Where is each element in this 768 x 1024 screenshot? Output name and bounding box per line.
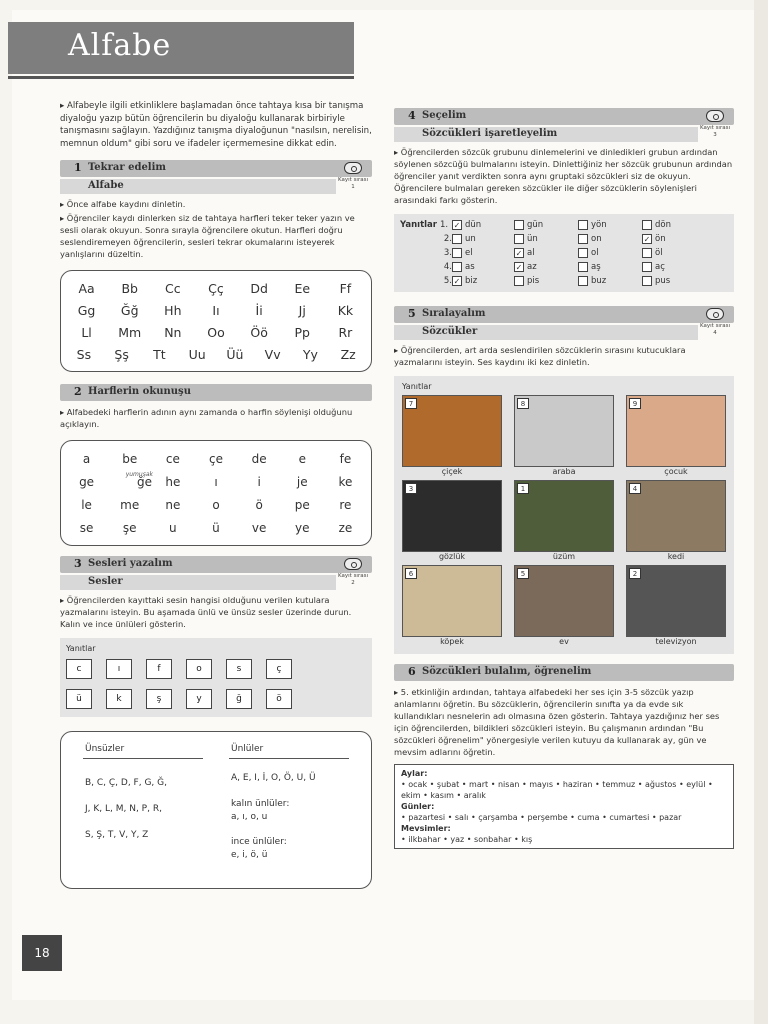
divider bbox=[83, 758, 203, 759]
checkbox[interactable] bbox=[642, 248, 652, 258]
alphabet-letter: Cc bbox=[165, 280, 181, 296]
letter-name: çe bbox=[208, 451, 223, 466]
checkbox[interactable] bbox=[578, 234, 588, 244]
row-number: 5. bbox=[443, 276, 452, 286]
alphabet-letter: Aa bbox=[78, 280, 95, 296]
letter-name: he bbox=[165, 474, 181, 489]
record-number: Kayıt sırası 1 bbox=[338, 177, 368, 190]
alphabet-letter: Öö bbox=[250, 324, 268, 340]
alphabet-letter: Ğğ bbox=[120, 302, 139, 318]
letter-name: ı bbox=[214, 474, 218, 489]
checkbox[interactable]: ✓ bbox=[515, 249, 523, 258]
days-label: Günler: bbox=[401, 802, 435, 811]
checkbox[interactable] bbox=[514, 234, 524, 244]
cd-icon bbox=[706, 308, 724, 320]
answer-box[interactable]: ç bbox=[266, 659, 292, 679]
section-4-number: 4 bbox=[408, 109, 416, 122]
answer-box[interactable]: ş bbox=[146, 689, 172, 709]
section-4-text: ▸ Öğrencilerden sözcük grubunu dinlemelerini ve dinledikleri grubun ardından söylenen sözcüğü bulmalarını isteyin. Dinlettiğiniz her sözcük grubunun ardından öğrenciler yanıt verdikten sonra aynı gruptaki sözcükleri siz de okuyun. Öğrencilere bulmaları gereken sözcükler ile diğer sözcüklerin söylenişleri arasındaki farkı gösterin. bbox=[394, 147, 733, 205]
alphabet-letter: Vv bbox=[264, 346, 281, 362]
checkbox[interactable] bbox=[514, 276, 524, 286]
section-3-answers bbox=[60, 638, 372, 717]
order-box[interactable]: 9 bbox=[629, 398, 641, 409]
order-box[interactable]: 2 bbox=[629, 568, 641, 579]
consonants-label: Ünsüzler bbox=[85, 744, 125, 754]
alphabet-letter: Üü bbox=[226, 346, 244, 362]
checkbox[interactable]: ✓ bbox=[453, 277, 461, 286]
word-choice[interactable] bbox=[514, 248, 578, 258]
checkbox[interactable] bbox=[452, 262, 462, 272]
letter-name: ze bbox=[338, 520, 353, 535]
section-2-title: Harflerin okunuşu bbox=[88, 386, 191, 397]
word-choice[interactable] bbox=[642, 262, 702, 272]
word-label: dün bbox=[465, 220, 482, 230]
word-choice[interactable] bbox=[578, 276, 642, 286]
alphabet-box bbox=[60, 270, 372, 372]
record-number: Kayıt sırası 3 bbox=[700, 125, 730, 138]
section-6-title: Sözcükleri bulalım, öğrenelim bbox=[422, 666, 592, 677]
row-number: 3. bbox=[443, 248, 452, 258]
word-label: az bbox=[527, 262, 537, 272]
photo-caption: çiçek bbox=[441, 467, 463, 476]
answers-label: Yanıtlar bbox=[66, 644, 96, 653]
row-label bbox=[400, 276, 452, 286]
alphabet-letter: Jj bbox=[298, 302, 306, 318]
seasons-list: • ilkbahar • yaz • sonbahar • kış bbox=[401, 835, 533, 844]
word-choice[interactable] bbox=[514, 234, 578, 244]
letter-name: je bbox=[296, 474, 308, 489]
section-1-title: Tekrar edelim bbox=[88, 162, 166, 173]
left-column bbox=[60, 100, 372, 889]
word-label: ol bbox=[591, 248, 599, 258]
letter-name: o bbox=[212, 497, 220, 512]
right-column bbox=[394, 100, 734, 849]
section-6-header bbox=[394, 664, 734, 682]
letter-name: a bbox=[82, 451, 91, 466]
word-label: pus bbox=[655, 276, 671, 286]
photo-image bbox=[626, 480, 726, 552]
section-4-title: Seçelim bbox=[422, 110, 467, 121]
photo-image bbox=[514, 565, 614, 637]
letter-name: le bbox=[81, 497, 92, 512]
answer-box[interactable]: ö bbox=[266, 689, 292, 709]
letter-name: ve bbox=[251, 520, 267, 535]
section-3-title: Sesleri yazalım bbox=[88, 558, 173, 569]
section-3-number: 3 bbox=[74, 557, 82, 570]
word-label: pis bbox=[527, 276, 540, 286]
word-label: dön bbox=[655, 220, 671, 230]
answer-box[interactable]: s bbox=[226, 659, 252, 679]
section-4-subtitle: Sözcükleri işaretleyelim bbox=[422, 128, 558, 139]
photo-image bbox=[514, 480, 614, 552]
alphabet-letter: Iı bbox=[212, 302, 220, 318]
word-label: yön bbox=[591, 220, 607, 230]
section-5-photos bbox=[394, 376, 734, 654]
row-number: 1. bbox=[439, 220, 449, 230]
alphabet-letter: Dd bbox=[250, 280, 268, 296]
word-label: as bbox=[465, 262, 475, 272]
section-3-subtitle: Sesler bbox=[88, 576, 123, 587]
page-edge bbox=[754, 0, 768, 1024]
months-list: • ocak • şubat • mart • nisan • mayıs • haziran • temmuz • ağustos • eylül • ekim • kasım • aralık bbox=[401, 780, 713, 800]
alphabet-row bbox=[65, 321, 367, 343]
answer-row-2 bbox=[66, 689, 366, 709]
section-4-answers bbox=[394, 214, 734, 292]
answer-row-1 bbox=[66, 659, 366, 679]
checkbox[interactable] bbox=[578, 276, 588, 286]
word-label: al bbox=[527, 248, 535, 258]
alphabet-letter: Gg bbox=[77, 302, 96, 318]
section-1-number: 1 bbox=[74, 161, 82, 174]
letter-name: ğe bbox=[136, 474, 152, 489]
alphabet-letter: Uu bbox=[188, 346, 206, 362]
order-box[interactable]: 1 bbox=[517, 483, 529, 494]
letter-name: ge bbox=[79, 474, 95, 489]
row-number: 2. bbox=[443, 234, 452, 244]
letter-name: pe bbox=[294, 497, 310, 512]
section-5-number: 5 bbox=[408, 307, 416, 320]
photo-image bbox=[626, 395, 726, 467]
back-vowels-label: kalın ünlüler: bbox=[231, 799, 290, 809]
letter-name-row bbox=[65, 447, 367, 470]
answers-label: Yanıtlar bbox=[400, 220, 437, 230]
consonants-line: J, K, L, M, N, P, R, bbox=[85, 804, 162, 814]
order-box[interactable]: 8 bbox=[517, 398, 529, 409]
row-label bbox=[400, 220, 452, 230]
page-title: Alfabe bbox=[68, 28, 172, 63]
word-label: buz bbox=[591, 276, 607, 286]
photo-item bbox=[514, 480, 614, 561]
letter-name-row bbox=[65, 493, 367, 516]
photo-image bbox=[626, 565, 726, 637]
word-label: on bbox=[591, 234, 602, 244]
word-label: ön bbox=[655, 234, 666, 244]
answer-box[interactable]: ğ bbox=[226, 689, 252, 709]
answer-box[interactable]: ü bbox=[66, 689, 92, 709]
word-choice[interactable] bbox=[642, 234, 702, 244]
title-band bbox=[8, 22, 354, 74]
section-5-text: ▸ Öğrencilerden, art arda seslendirilen sözcüklerin sırasını kutucuklara yazmalarını isteyin. Ses kaydını iki kez dinletin. bbox=[394, 345, 686, 367]
alphabet-letter: Rr bbox=[338, 324, 353, 340]
word-choice[interactable] bbox=[514, 220, 578, 230]
back-vowels: a, ı, o, u bbox=[231, 812, 268, 822]
answer-box[interactable]: o bbox=[186, 659, 212, 679]
checkbox[interactable]: ✓ bbox=[515, 263, 523, 272]
section-3-header bbox=[60, 556, 372, 590]
photo-caption: kedi bbox=[667, 552, 685, 561]
letter-name: ke bbox=[338, 474, 353, 489]
alphabet-letter: Kk bbox=[337, 302, 354, 318]
word-choice[interactable] bbox=[452, 262, 514, 272]
alphabet-letter: Nn bbox=[164, 324, 182, 340]
letter-names-box bbox=[60, 440, 372, 546]
answer-box[interactable]: y bbox=[186, 689, 212, 709]
word-label: ün bbox=[527, 234, 538, 244]
alphabet-letter: Hh bbox=[164, 302, 182, 318]
answer-box[interactable]: ı bbox=[106, 659, 132, 679]
alphabet-letter: Ee bbox=[294, 280, 311, 296]
alphabet-row bbox=[65, 299, 367, 321]
checkbox[interactable] bbox=[578, 248, 588, 258]
section-6-number: 6 bbox=[408, 665, 416, 678]
row-number: 4. bbox=[443, 262, 452, 272]
alphabet-letter: Çç bbox=[208, 280, 224, 296]
letter-name: ye bbox=[295, 520, 310, 535]
checkbox[interactable] bbox=[578, 262, 588, 272]
word-choice[interactable] bbox=[578, 248, 642, 258]
order-box[interactable]: 6 bbox=[405, 568, 417, 579]
alphabet-letter: Bb bbox=[121, 280, 138, 296]
order-box[interactable]: 4 bbox=[629, 483, 641, 494]
days-list: • pazartesi • salı • çarşamba • perşembe • cuma • cumartesi • pazar bbox=[401, 813, 682, 822]
word-choice[interactable] bbox=[642, 276, 702, 286]
section-2-number: 2 bbox=[74, 385, 82, 398]
letter-name: e bbox=[298, 451, 306, 466]
consonants-list bbox=[85, 770, 167, 848]
checkbox[interactable] bbox=[514, 220, 524, 230]
photo-image bbox=[402, 480, 502, 552]
letter-name: i bbox=[257, 474, 261, 489]
letter-name: re bbox=[339, 497, 352, 512]
letter-name: fe bbox=[339, 451, 352, 466]
photo-image bbox=[514, 395, 614, 467]
alphabet-row bbox=[65, 343, 367, 365]
word-choice[interactable] bbox=[452, 220, 514, 230]
months-label: Aylar: bbox=[401, 769, 428, 778]
intro-text: ▸ Alfabeyle ilgili etkinliklere başlamadan önce tahtaya kısa bir tanışma diyaloğu yazıp bütün öğrencilerin bu diyaloğu kullanarak birbiriyle tanışmasını sağlayın. Yazdığınız tanışma diyaloğunun "nasılsın, nerelisin, memnun oldum" gibi soru ve ifadeler içermemesine dikkat edin. bbox=[60, 101, 372, 149]
photo-caption: ev bbox=[559, 637, 569, 646]
alphabet-letter: Pp bbox=[294, 324, 310, 340]
front-vowels-label: ince ünlüler: bbox=[231, 837, 287, 847]
letter-name: ö bbox=[255, 497, 263, 512]
consonants-line: B, C, Ç, D, F, G, Ğ, bbox=[85, 778, 167, 788]
section-5-subtitle: Sözcükler bbox=[422, 326, 478, 337]
word-label: aç bbox=[655, 262, 665, 272]
photo-caption: köpek bbox=[440, 637, 464, 646]
record-number: Kayıt sırası 2 bbox=[338, 573, 368, 586]
word-label: un bbox=[465, 234, 476, 244]
alphabet-letter: İi bbox=[255, 302, 263, 318]
letter-name: be bbox=[122, 451, 138, 466]
seasons-label: Mevsimler: bbox=[401, 824, 451, 833]
photo-item bbox=[402, 395, 502, 476]
photo-item bbox=[514, 395, 614, 476]
checkbox[interactable]: ✓ bbox=[643, 235, 651, 244]
section-1-subtitle: Alfabe bbox=[88, 180, 124, 191]
photo-image bbox=[402, 565, 502, 637]
checkbox[interactable] bbox=[452, 234, 462, 244]
alphabet-letter: Ss bbox=[76, 346, 92, 362]
word-choice[interactable] bbox=[578, 234, 642, 244]
letter-name: se bbox=[79, 520, 94, 535]
vowels-list: A, E, I, İ, O, Ö, U, Ü bbox=[231, 773, 316, 783]
cd-icon bbox=[706, 110, 724, 122]
section-1-text1: ▸ Önce alfabe kaydını dinletin. bbox=[60, 199, 186, 209]
photo-item bbox=[626, 480, 726, 561]
letter-name: u bbox=[169, 520, 177, 535]
answer-box[interactable]: f bbox=[146, 659, 172, 679]
divider bbox=[229, 758, 349, 759]
alphabet-letter: Yy bbox=[302, 346, 318, 362]
order-box[interactable]: 5 bbox=[517, 568, 529, 579]
alphabet-letter: Şş bbox=[114, 346, 129, 362]
checkbox[interactable]: ✓ bbox=[453, 221, 461, 230]
word-label: gün bbox=[527, 220, 544, 230]
checkbox[interactable] bbox=[578, 220, 588, 230]
section-6-text: ▸ 5. etkinliğin ardından, tahtaya alfabedeki her ses için 3-5 sözcük yazıp anlamlarını öğretin. Bu sözcüklerin, öğrencilerin sınıfta ya da evde sık kullandıkları nesnelerin adı olmasına özen gösterin. Tahtaya yazdığınız her ses için öğrencilerden, bildikleri sözcükleri isteyin. Bu çalışmanın ardından "Bu sözcükleri öğrenelim" yönergesiyle verilen kutuyu da kullanarak ay, gün ve mevsim adlarını öğretin. bbox=[394, 687, 720, 757]
consonants-line: S, Ş, T, V, Y, Z bbox=[85, 830, 149, 840]
row-label bbox=[400, 248, 452, 258]
page-number: 18 bbox=[22, 935, 62, 971]
section-1-text2: ▸ Öğrenciler kaydı dinlerken siz de tahtaya harfleri teker teker yazın ve sesli olarak okuyun. Sonra sırayla öğrencilere okutun. Harfleri doğru seslendiremeyen öğrencilerin, sesleri tekrar okumalarını isteyerek yanlışlarını düzeltin. bbox=[60, 213, 355, 259]
word-choice[interactable] bbox=[642, 248, 702, 258]
letter-name: ü bbox=[212, 520, 220, 535]
letter-name: ce bbox=[165, 451, 180, 466]
answer-box[interactable]: c bbox=[66, 659, 92, 679]
word-choice[interactable] bbox=[452, 234, 514, 244]
answer-box[interactable]: k bbox=[106, 689, 132, 709]
word-choice[interactable] bbox=[452, 276, 514, 286]
soft-g-note: yumuşak bbox=[125, 470, 153, 478]
letter-name-row bbox=[65, 470, 367, 493]
word-label: biz bbox=[465, 276, 478, 286]
letter-name: de bbox=[251, 451, 267, 466]
record-number: Kayıt sırası 4 bbox=[700, 323, 730, 336]
cd-icon bbox=[344, 162, 362, 174]
checkbox[interactable] bbox=[642, 220, 652, 230]
letter-name-cell bbox=[110, 470, 153, 489]
checkbox[interactable] bbox=[642, 262, 652, 272]
vocabulary-box bbox=[394, 764, 734, 849]
alphabet-letter: Ll bbox=[81, 324, 92, 340]
row-label bbox=[400, 234, 452, 244]
front-vowels: e, i, ö, ü bbox=[231, 850, 268, 860]
photo-caption: televizyon bbox=[655, 637, 697, 646]
photo-item bbox=[514, 565, 614, 646]
vowels-consonants-box bbox=[60, 731, 372, 889]
photo-caption: araba bbox=[552, 467, 576, 476]
letter-name: me bbox=[120, 497, 140, 512]
section-4-header bbox=[394, 108, 734, 142]
letter-name: şe bbox=[122, 520, 137, 535]
word-label: aş bbox=[591, 262, 601, 272]
alphabet-letter: Mm bbox=[118, 324, 142, 340]
section-5-title: Sıralayalım bbox=[422, 308, 486, 319]
photo-item bbox=[402, 565, 502, 646]
photo-caption: çocuk bbox=[664, 467, 688, 476]
word-label: öl bbox=[655, 248, 663, 258]
photo-item bbox=[402, 480, 502, 561]
answers-label: Yanıtlar bbox=[402, 382, 432, 391]
photo-item bbox=[626, 395, 726, 476]
letter-name-row bbox=[65, 516, 367, 539]
section-3-text: ▸ Öğrencilerden kayıttaki sesin hangisi olduğunu verilen kutulara yazmalarını isteyin. Bu aşamada ünlü ve ünsüz sesler üzerinde durun. Kalın ve ince ünlüleri gösterin. bbox=[60, 595, 352, 629]
row-label bbox=[400, 262, 452, 272]
alphabet-letter: Tt bbox=[153, 346, 166, 362]
section-5-header bbox=[394, 306, 734, 340]
photo-caption: gözlük bbox=[438, 552, 466, 561]
word-choice[interactable] bbox=[578, 262, 642, 272]
alphabet-letter: Ff bbox=[339, 280, 352, 296]
vowels-label: Ünlüler bbox=[231, 744, 264, 754]
cd-icon bbox=[344, 558, 362, 570]
word-choice[interactable] bbox=[642, 220, 702, 230]
word-choice[interactable] bbox=[578, 220, 642, 230]
section-1-header bbox=[60, 160, 372, 194]
title-underline bbox=[8, 76, 354, 79]
letter-name: ne bbox=[165, 497, 181, 512]
section-2-text: ▸ Alfabedeki harflerin adının aynı zamanda o harfin söylenişi olduğunu açıklayın. bbox=[60, 407, 353, 429]
photo-caption: üzüm bbox=[552, 552, 576, 561]
alphabet-row bbox=[65, 277, 367, 299]
order-box[interactable]: 3 bbox=[405, 483, 417, 494]
checkbox[interactable] bbox=[642, 276, 652, 286]
alphabet-letter: Oo bbox=[207, 324, 225, 340]
word-choice[interactable] bbox=[514, 262, 578, 272]
word-choice[interactable] bbox=[452, 248, 514, 258]
photo-image bbox=[402, 395, 502, 467]
word-choice[interactable] bbox=[514, 276, 578, 286]
photo-item bbox=[626, 565, 726, 646]
section-2-header bbox=[60, 384, 372, 402]
word-label: el bbox=[465, 248, 473, 258]
alphabet-letter: Zz bbox=[340, 346, 356, 362]
checkbox[interactable] bbox=[452, 248, 462, 258]
order-box[interactable]: 7 bbox=[405, 398, 417, 409]
